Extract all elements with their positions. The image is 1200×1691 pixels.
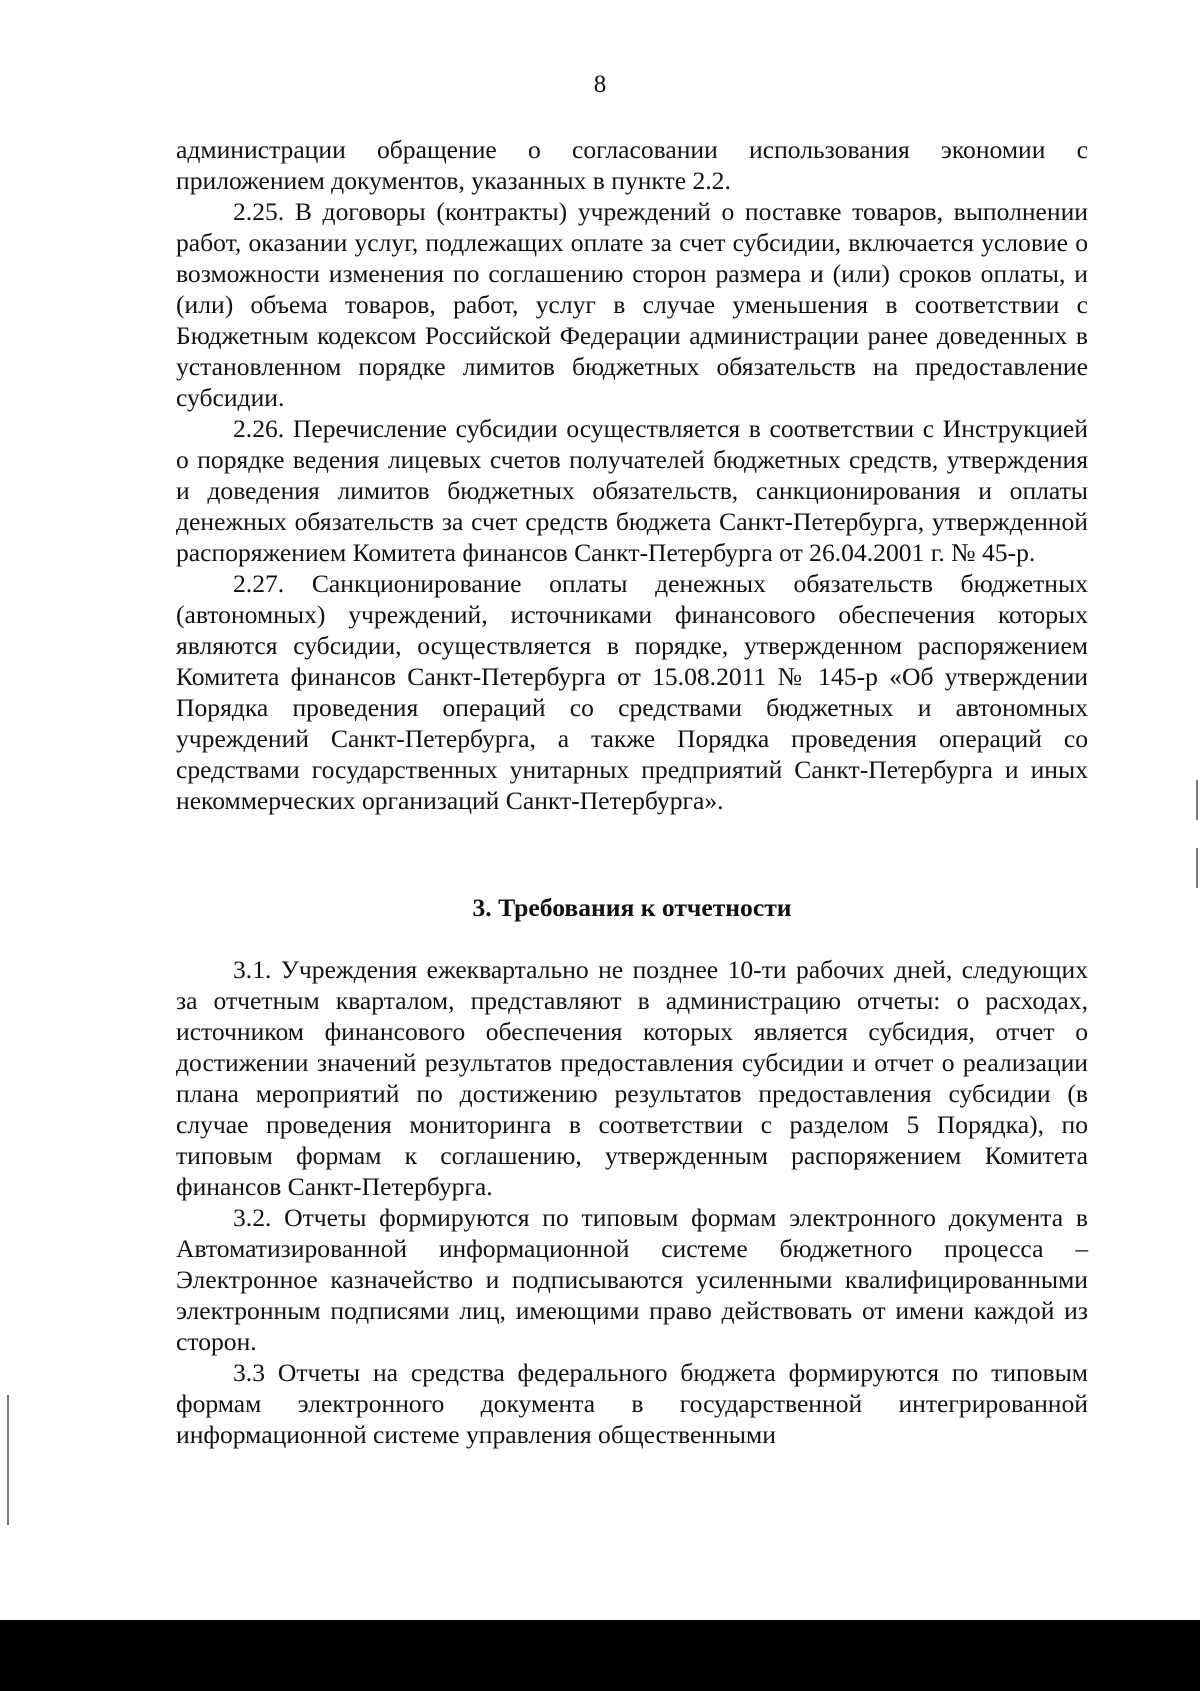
section-3-heading: 3. Требования к отчетности [472,893,792,922]
page-number: 8 [593,71,607,98]
paragraph-2-27: 2.27. Санкционирование оплаты денежных обязательств бюджетных (автономных) учреждений, источниками финансового обеспечения которых являются субсидии, осуществляется в порядке, утвержденном распоряжением Комитета финансов Санкт-Петербурга от 15.08.2011 № 145-р «Об утверждении Порядка проведения операций со средствами бюджетных и автономных учреждений Санкт-Петербурга, а также Порядка проведения операций со средствами государственных унитарных предприятий Санкт-Петербурга и иных некоммерческих организаций Санкт-Петербурга». [176,569,1088,815]
paragraph-3-3: 3.3 Отчеты на средства федерального бюджета формируются по типовым формам электронного документа в государственной интегрированной информационной системе управления общественными [176,1358,1088,1449]
paragraph-3-2: 3.2. Отчеты формируются по типовым формам электронного документа в Автоматизированной информационной системе бюджетного процесса – Электронное казначейство и подписываются усиленными квалифицированными электронным подписями лиц, имеющими право действовать от имени каждой из сторон. [176,1203,1088,1356]
paragraph-3-1: 3.1. Учреждения ежеквартально не позднее 10-ти рабочих дней, следующих за отчетным кварталом, представляют в администрацию отчеты: о расходах, источником финансового обеспечения которых является субсидия, отчет о достижении значений результатов предоставления субсидии и отчет о реализации плана мероприятий по достижению результатов предоставления субсидии (в случае проведения мониторинга в соответствии с разделом 5 Порядка), по типовым формам к соглашению, утвержденным распоряжением Комитета финансов Санкт-Петербурга. [176,955,1088,1201]
paragraph-2-26: 2.26. Перечисление субсидии осуществляется в соответствии с Инструкцией о порядке ведения лицевых счетов получателей бюджетных средств, утверждения и доведения лимитов бюджетных обязательств, санкционирования и оплаты денежных обязательств за счет средств бюджета Санкт-Петербурга, утвержденной распоряжением Комитета финансов Санкт-Петербурга от 26.04.2001 г. № 45-р. [176,414,1088,567]
scan-edge-mark [1196,848,1198,888]
scan-edge-mark [1196,780,1198,820]
scan-bottom-border [0,1620,1200,1691]
paragraph-2-25: 2.25. В договоры (контракты) учреждений о поставке товаров, выполнении работ, оказании услуг, подлежащих оплате за счет субсидии, включается условие о возможности изменения по соглашению сторон размера и (или) сроков оплаты, и (или) объема товаров, работ, услуг в случае уменьшения в соответствии с Бюджетным кодексом Российской Федерации администрации ранее доведенных в установленном порядке лимитов бюджетных обязательств на предоставление субсидии. [176,197,1088,412]
scan-edge-mark [7,1395,9,1525]
continuation-paragraph: администрации обращение о согласовании использования экономии с приложением документов, указанных в пункте 2.2. [176,135,1088,195]
section-3-body [176,954,1088,1450]
section-2-body [176,134,1088,816]
